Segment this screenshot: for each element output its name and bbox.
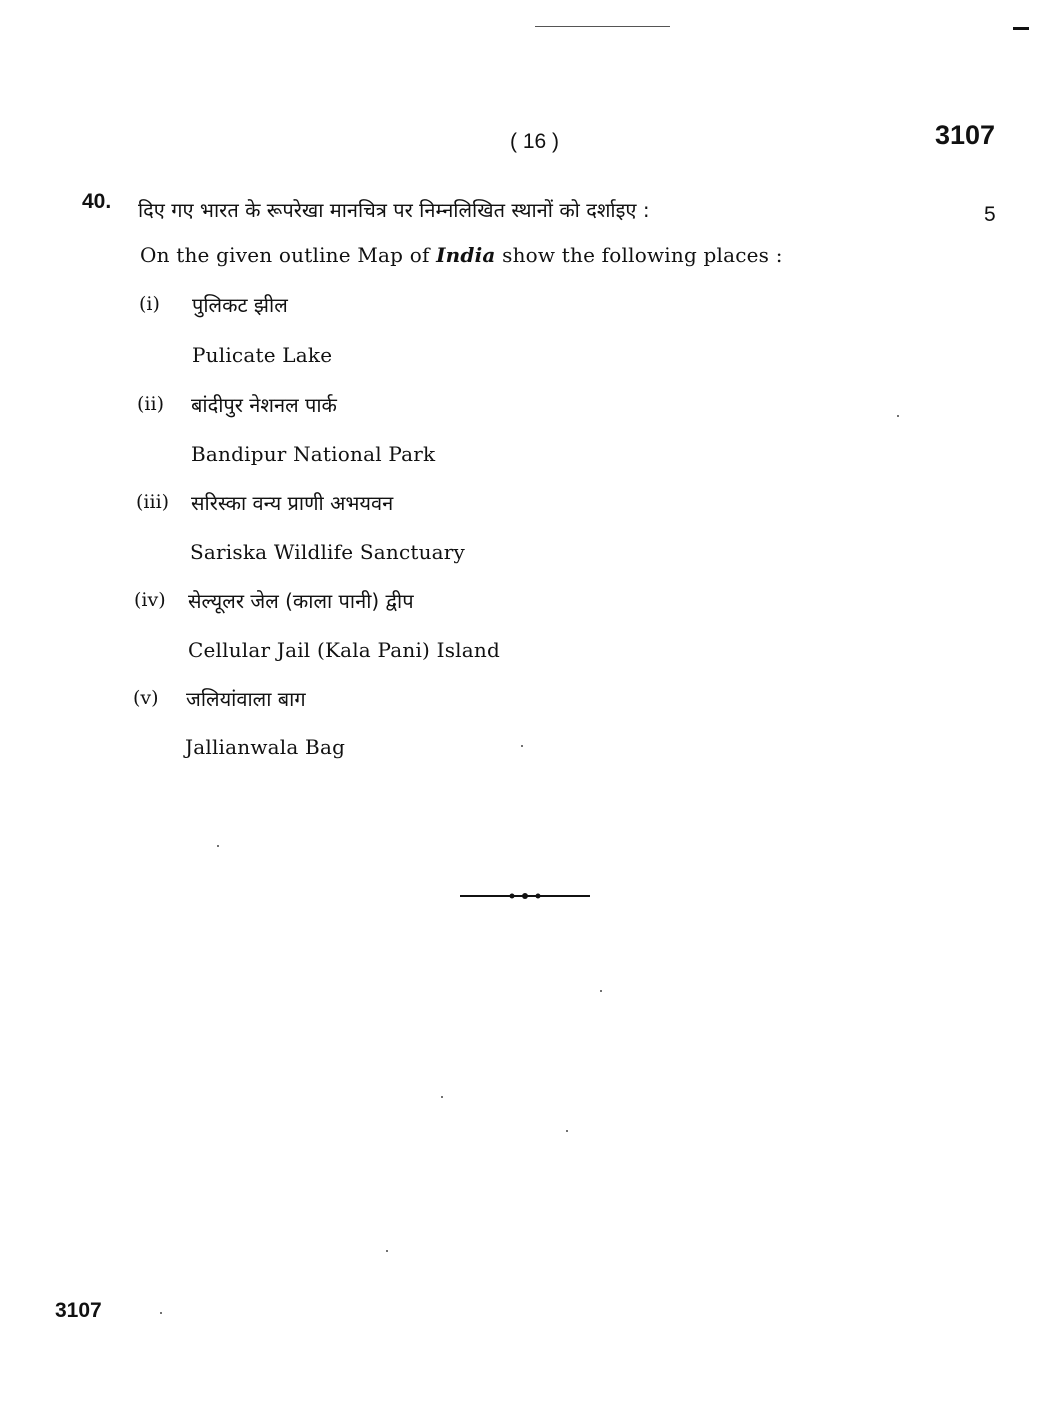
question-marks: 5	[984, 203, 996, 226]
item-english-label: Jallianwala Bag	[185, 735, 346, 759]
page-number: ( 16 )	[510, 130, 560, 153]
top-rule	[535, 26, 670, 27]
item-number: (ii)	[137, 393, 164, 415]
item-number: (v)	[133, 687, 159, 709]
scan-speck	[897, 415, 899, 417]
question-prompt-hindi: दिए गए भारत के रूपरेखा मानचित्र पर निम्नलिखित स्थानों को दर्शाइए :	[138, 198, 650, 222]
scan-speck	[441, 1096, 443, 1098]
end-ornament	[460, 890, 590, 902]
item-english-label: Pulicate Lake	[192, 343, 333, 367]
scan-speck	[521, 745, 523, 747]
item-english-label: Sariska Wildlife Sanctuary	[190, 540, 466, 564]
scan-speck	[386, 1250, 388, 1252]
paper-code-footer: 3107	[55, 1299, 102, 1322]
scan-speck	[600, 990, 602, 992]
item-number: (iii)	[136, 491, 170, 513]
item-hindi-label: पुलिकट झील	[192, 293, 288, 317]
item-number: (i)	[139, 293, 160, 315]
item-english-label: Bandipur National Park	[191, 442, 436, 466]
scan-speck	[566, 1130, 568, 1132]
item-hindi-label: सेल्यूलर जेल (काला पानी) द्वीप	[188, 589, 414, 613]
item-hindi-label: जलियांवाला बाग	[186, 687, 306, 711]
question-number: 40.	[82, 190, 112, 213]
prompt-text-before: On the given outline Map of	[140, 243, 437, 267]
paper-code-header: 3107	[935, 120, 996, 150]
item-number: (iv)	[134, 589, 166, 611]
question-prompt-english	[140, 243, 783, 267]
prompt-text-after: show the following places :	[495, 243, 783, 267]
item-hindi-label: सरिस्का वन्य प्राणी अभयवन	[191, 491, 394, 515]
scan-speck	[217, 845, 219, 847]
scan-speck	[160, 1312, 162, 1314]
prompt-emphasis: India	[436, 243, 496, 267]
item-english-label: Cellular Jail (Kala Pani) Island	[188, 638, 500, 662]
corner-mark	[1013, 27, 1029, 30]
item-hindi-label: बांदीपुर नेशनल पार्क	[191, 393, 337, 417]
